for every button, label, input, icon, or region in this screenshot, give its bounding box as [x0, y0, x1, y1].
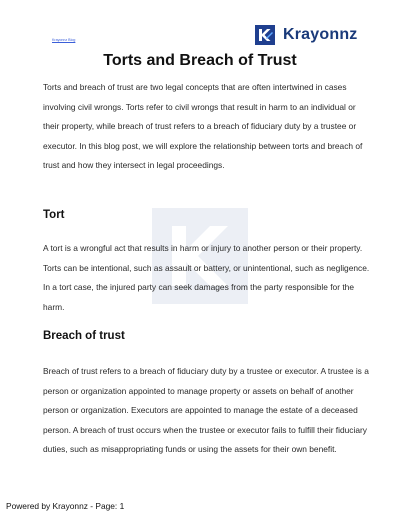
tort-paragraph: A tort is a wrongful act that results in harm or injury to another person or their property. Torts can be intentional, such as assault or battery, or unintentional, such as negligence. In a tort case, the injured party can seek damages from the party responsible for the harm.: [43, 243, 370, 312]
section-heading-tort: Tort: [43, 209, 65, 221]
header-source-link[interactable]: Krayonnz Blog: [52, 38, 76, 42]
brand-logo: [255, 24, 358, 46]
document-title: Torts and Breach of Trust: [103, 52, 297, 69]
intro-paragraph: Torts and breach of trust are two legal concepts that are often intertwined in cases involving civil wrongs. Torts refer to civil wrongs that result in harm to an individual or their property, while breach of trust refers to a breach of fiduciary duty by a trustee or executor. In this blog post, we will explore the relationship between torts and breach of trust and how they intersect in legal proceedings.: [43, 82, 363, 171]
page-footer: Powered by Krayonnz - Page: 1: [6, 501, 125, 511]
breach-of-trust-paragraph: Breach of trust refers to a breach of fiduciary duty by a trustee or executor. A trustee is a person or organization appointed to manage property or assets on behalf of another person or organization. Executors are appointed to manage the estate of a deceased person. A breach of trust occurs when the trustee or executor fails to fulfill their fiduciary duties, such as misappropriating funds or using the assets for their own benefit.: [43, 366, 369, 455]
brand-name: Krayonnz: [283, 26, 358, 43]
krayonnz-logo-icon: [255, 25, 275, 45]
section-heading-breach-of-trust: Breach of trust: [43, 330, 125, 342]
